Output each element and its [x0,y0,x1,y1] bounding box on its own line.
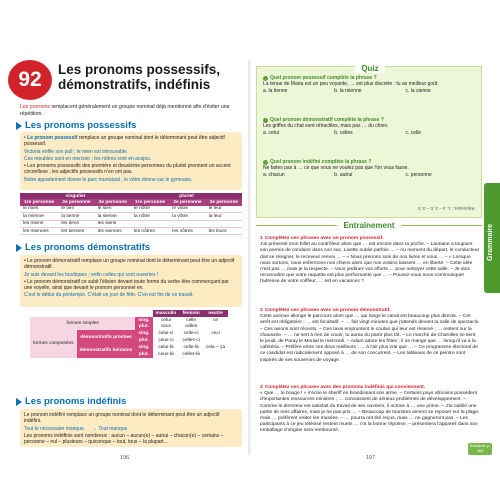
table-cell: celui-là [158,344,174,350]
example-line: Tout le nécessaire manque. [24,425,86,432]
table-column-header: 1re personne [20,199,58,205]
quiz-answers-upside-down: Réponses : 1. a – 2. b – 3. b [418,206,475,211]
table-row [20,206,242,213]
table-cell: le mien [20,206,58,213]
bullet-icon [263,160,268,165]
quiz-title: Quiz [355,64,384,73]
section-indefinis [16,396,126,407]
table-column-header: 3e personne [95,199,131,205]
question-title: Quel pronom démonstratif complète la phrase ? [270,117,384,123]
example-line: Notre appartement donne le parc municipal ; le vôtre donne sur le gymnase. [24,176,193,183]
table-row [20,227,242,234]
question-title: Quel pronom indéfini complète la phrase ? [270,159,372,165]
table-cell: les nôtres [131,227,169,234]
table-column-header: 1re personne [131,199,169,205]
exercise-body: « Que … le bouge ! » s'écrie le sheriff en brandissant son arme. – Certains pays africains possèdent d'importantes ressources minières ; … connaissent de sérieux problèmes de développement. – Comme le directeur est satisfait du travail de ses ouvriers, il octroie à … une prime. – J'ai oublié une partie de mes affaires, mais je ne pas pris … – Beaucoup de touristes aiment se reposer sur la plage, mais … préfèrent visiter les musées. – … pourra ont été reçus, mais … ne gagneront pas. – Les participants à ce jeu télévisé restent muets … n'a la bonne réponse. – présentera l'appareil dans son emballage d'origine sera remboursé. [260,391,480,434]
table-cell: le sien [95,206,131,213]
table-cell: celle-ci [183,331,199,337]
grammar-section-tab[interactable] [484,183,500,293]
number-label: sing. [135,330,152,337]
possessive-pronoun-table [20,193,242,235]
table-row [20,213,242,220]
example-line: → Tout manque. [92,425,129,432]
table-cell: la mienne [20,213,58,220]
lesson-title: Les pronoms possessifs, démonstratifs, indéfinis [58,62,221,92]
table-cell: les miens [20,220,58,227]
training-heading [256,221,482,235]
number-label: sing. [135,317,152,324]
page-number-left: 196 [120,455,130,461]
rule-text: remplace un groupe nominal dont le déterminant peut être adjectif possessif. [24,135,225,148]
quiz-box [256,66,482,218]
table-cell: les siennes [95,227,131,234]
table-cell: la sienne [95,213,131,220]
left-page [8,60,244,461]
answer-option[interactable]: a. la tienne [263,87,288,94]
section-indefinis-title: Les pronoms indéfinis [25,396,127,407]
section-demonstratifs [16,242,150,253]
table-cell: celles-là [182,351,200,357]
example-line: Je suis devant les boutiques ; enfin celles qui sont ouvertes ! [24,271,159,278]
example-line: Victoria enfile son pull ; le mien est introuvable. [24,148,129,155]
section-possessifs-title: Les pronoms possessifs [25,120,137,131]
demonstratifs-rule-box [20,255,242,307]
table-cell: la nôtre [131,213,169,220]
rule-keyword: • Le pronom possessif [24,135,78,141]
table-cell [169,220,205,227]
solutions-badge: Solutions p. 368 [469,443,491,453]
book-gutter [248,60,252,455]
quiz-question-3 [263,159,479,178]
example-line: Ces meubles sont en merisier ; les nôtres sont en acajou. [24,155,152,162]
exercise-title: Complétez ces phrases avec un pronom possessif. [264,236,384,241]
table-row [20,220,242,227]
exercise-number: 3 [260,385,263,390]
answer-option[interactable]: b. la mienne [334,87,362,94]
table-cell: les tiennes [58,227,94,234]
answer-option[interactable]: b. autrui [334,171,353,178]
training-title: Entraînement [337,221,400,230]
example-line: C'est le début du printemps. C'était un jour de fête. C'en est fini de ce travail. [24,292,194,299]
section-arrow-icon [16,122,22,130]
quiz-question-2 [263,117,479,136]
rule-text: Les pronoms indéfinis sont nombreux : aucun – aucun(e) – autrui – chacun(e) – certains – personne – nul – plusieurs – quiconque – tout, tous – la plupart... [24,432,224,446]
table-cell: la leur [206,213,242,220]
table-cell: le tien [58,206,94,213]
table-row-subheader: démonstratifs lointains [77,344,136,358]
page-number-right: 197 [366,455,376,461]
table-column-header: masculin [153,310,180,317]
table-cell: les tiens [58,220,94,227]
table-cell: celles-ci [182,338,200,344]
number-label: sing. [135,344,152,351]
exercise-number: 1 [260,236,263,241]
table-cell: les miennes [20,227,58,234]
demonstrative-pronoun-table [30,310,228,358]
table-cell [131,220,169,227]
table-cell [203,337,228,344]
intro-text [20,104,242,117]
possessifs-rule-box [20,132,242,190]
table-row-subheader: démonstratifs proches [77,330,136,344]
table-cell: ceux-ci [158,338,174,344]
table-column-header: féminin [179,310,203,317]
section-arrow-icon [16,398,22,406]
answer-option[interactable]: b. celles [334,129,353,136]
exercise-title: Complétez ces phrases avec un pronom démonstratif. [264,308,391,313]
table-cell: celui-ci [158,331,174,337]
bullet-icon [263,76,268,81]
table-cell [206,220,242,227]
answer-option[interactable]: a. celui [263,129,279,136]
table-cell: le vôtre [169,206,205,213]
table-cell: le leur [206,206,242,213]
table-column-header: 2e personne [169,199,205,205]
section-demonstratifs-title: Les pronoms démonstratifs [25,242,151,253]
exercise-1 [260,236,480,286]
table-cell: la tienne [58,213,94,220]
section-possessifs [16,120,136,131]
quiz-question-1 [263,75,479,94]
rule-text: Le pronom indéfini remplace un groupe nominal dont le déterminant peut être un adjectif indéfini. [24,412,220,425]
number-label: plur. [135,337,152,344]
exercise-3 [260,385,480,435]
table-cell: celle [186,317,197,323]
table-cell [203,324,228,331]
question-title: Quel pronom possessif complète la phrase ? [270,75,377,81]
rule-text: • Le pronom démonstratif ce subit l'élision devant toute forme du verbe être commençant par une voyelle, ainsi que devant le pronom personnel en. [24,278,229,292]
grammar-tab-label: Grammaire [487,224,494,261]
table-column-header: 2e personne [58,199,94,205]
table-row-header: formes composées [30,330,77,357]
table-column-header: neutre [203,310,228,317]
exercise-number: 2 [260,308,263,313]
table-cell: ceux-là [158,351,174,357]
question-text: Ne faites pas à … ce que vous ne voulez pas que l'on vous fasse. [263,165,409,172]
section-arrow-icon [16,244,22,252]
table-group-header: singulier [20,193,131,199]
right-page [256,60,482,461]
table-group-header: pluriel [131,193,242,199]
table-cell: ceux [160,324,171,330]
table-cell: celui [160,317,171,323]
table-cell: les vôtres [169,227,205,234]
number-label: plur. [135,351,152,358]
table-cell: cela – ça [205,344,226,350]
exercise-body: Cette avenue allonge le parcours alors que … qui longe le canal est beaucoup plus directe. – Cet arrêt est obligatoire ; … est facultatif. – … fait vingt minutes que j'attends devant la salle de spectacle. – Ces avions sont récents. – Ces taxis empruntent le couloir qui leur est réservé ; … restent sur la chaussée. – … ne sert à rien de courir, tu auras du partir plus tôt. – Le marché de Charolles se tient le jeudi, de Paray le Monial le mercredi. – Adam adore les frites ; il ne mange que … lorsqu'il va à la cafétéria. – Préfère entre ces deux meilleurs ; … à l'air plus vrai que … – Ce programme électoral de ce candidat est radicalement opposé à … de son concurrent. – Les tableaux de ce peintre sont inspirés de ses souvenirs de voyage. [260,314,480,363]
indefinis-rule-box [20,409,242,447]
table-column-header: 3e personne [206,199,242,205]
lesson-number-badge: 92 [8,60,52,100]
intro-body: remplacent généralement un groupe nominal déjà mentionné afin d'éviter une répétition. [20,104,230,117]
question-text: La tenue de Maria est un peu voyante, … est plus discrète : tu as meilleur goût. [263,81,439,88]
table-cell: les leurs [206,227,242,234]
exercise-body: J'ai présenté mon billet au contrôleur alors que … est encore dans ta poche. – Lauriane a toujours son permis de conduire dans son sac, Lisette oublie parfois … – Au moment du départ, le conducteur doit se résigner, le receveur renvoi … – « Nous prenons soin de nos livres et vous … – « Lorsque nous sortons, nous enfermons nos chiens alors que nos voisins laissent … en liberté. – Cette idée n'est pas … mais je la respecte. – Vous jardinez vos efforts … pour nettoyer cette salle. – Je dois reconnaître que votre raquette est plus performante que … – Pouvez-vous nous communiquer l'adresse de votre coiffeur, … est en vacances ? [260,242,480,285]
rule-text: • Les pronoms possessifs des première et deuxième personnes du pluriel prennent un accent circonflexe ; les adjectifs possessifs n'en ont pas. [24,163,231,176]
exercise-title: Complétez ces phrases avec des pronoms indéfinis qui conviennent. [264,385,426,390]
table-cell: la vôtre [169,213,205,220]
bullet-icon [263,118,268,123]
question-text: Les griffes du chat sont rétractiles, mais pas … du chien. [263,123,389,130]
number-label: plur. [135,324,152,331]
table-cell: les siens [95,220,131,227]
quiz-heading [257,64,483,73]
answer-option[interactable]: c. la sienne [405,87,431,94]
table-cell: le nôtre [131,206,169,213]
answer-option[interactable]: a. chacun [263,171,285,178]
table-cell: ce [212,317,219,323]
table-cell: ceci [211,331,220,337]
table-cell: celles [184,324,198,330]
table-row-header: formes simples [30,317,135,331]
rule-text: • Le pronom démonstratif remplace un groupe nominal dont le déterminant peut être un adjectif démonstratif. [24,258,235,271]
answer-option[interactable]: c. personne [405,171,432,178]
exercise-2 [260,308,480,364]
table-cell: celle-là [183,344,199,350]
answer-option[interactable]: c. celle [405,129,422,136]
intro-keyword: Les pronoms [20,104,50,110]
table-cell [203,351,228,358]
